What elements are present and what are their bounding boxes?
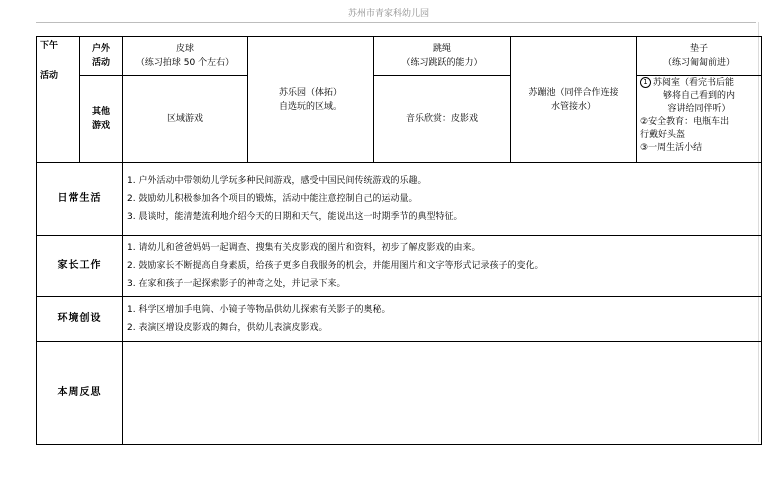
- afternoon-label-line1: 下午: [40, 41, 59, 51]
- sumo-line2: 水管接水）: [550, 101, 596, 112]
- reflection-row: [37, 342, 762, 445]
- list-item: 2. 鼓励家长不断提高自身素质，给孩子更多自我服务的机会，并能用图片和文字等形式记录孩子的变化。: [127, 260, 544, 271]
- right-item-2-line2: 行戴好头盔: [640, 130, 686, 140]
- rope-title: 跳绳: [432, 44, 451, 54]
- right-item-2-line1: 安全教育：电瓶车出: [648, 117, 730, 127]
- list-item: 3. 在家和孩子一起探索影子的神奇之处，并记录下来。: [127, 278, 346, 289]
- afternoon-outdoor-row: [37, 37, 762, 76]
- mat-title: 垫子: [689, 44, 708, 54]
- sumo-line1: 苏蹦池（同伴合作连接: [528, 87, 619, 98]
- list-item: 2. 鼓励幼儿积极参加各个项目的锻炼，活动中能注意控制自己的运动量。: [127, 193, 418, 204]
- daily-life-content: [123, 163, 762, 236]
- sumo-cell: [511, 37, 637, 163]
- page-header-title: 苏州市青家科幼儿园: [347, 9, 429, 19]
- ball-sub: （练习拍球 50 个左右）: [135, 58, 235, 68]
- right-item-1-line3: 容讲给同伴听）: [667, 104, 731, 114]
- reflection-label: 本周反思: [37, 342, 123, 445]
- right-item-3-line1: 一周生活小结: [648, 143, 703, 153]
- merged-line1: 苏乐园（体拓）: [278, 87, 342, 98]
- list-item: 1. 请幼儿和爸爸妈妈一起调查、搜集有关皮影戏的图片和资料，初步了解皮影戏的由来。: [127, 242, 481, 253]
- merged-line2: 自选玩的区域。: [278, 101, 342, 112]
- outdoor-label-line1: 户外: [91, 44, 110, 54]
- number-circle-icon: 1: [640, 77, 651, 88]
- rope-cell: [374, 37, 511, 76]
- parents-label: 家长工作: [37, 236, 123, 297]
- afternoon-label-line2: 活动: [40, 71, 59, 81]
- environment-content: [123, 297, 762, 342]
- right-item-1-line2: 够将自己看到的内: [662, 91, 735, 101]
- right-items-cell: [637, 76, 762, 163]
- ball-cell: [123, 37, 248, 76]
- ball-title: 皮球: [175, 44, 194, 54]
- right-item-3-num: ③: [640, 143, 649, 153]
- rope-sub: （练习跳跃的能力）: [401, 58, 483, 68]
- environment-row: [37, 297, 762, 342]
- parents-row: [37, 236, 762, 297]
- other-label: [80, 76, 123, 163]
- outdoor-label: [80, 37, 123, 76]
- right-item-2: [640, 116, 758, 129]
- list-item: 3. 晨谈时，能清楚流利地介绍今天的日期和天气，能说出这一时期季节的典型特征。: [127, 211, 463, 222]
- parents-content: [123, 236, 762, 297]
- area-game-cell: 区域游戏: [123, 76, 248, 163]
- right-item-2-num: ②: [640, 117, 649, 127]
- other-label-line1: 其他: [91, 107, 110, 117]
- afternoon-other-row: [37, 76, 762, 163]
- daily-life-row: [37, 163, 762, 236]
- environment-label: 环境创设: [37, 297, 123, 342]
- music-cell: 音乐欣赏：皮影戏: [374, 76, 511, 163]
- mat-sub: （练习匍匐前进）: [662, 58, 735, 68]
- list-item: 1. 科学区增加手电筒、小镜子等物品供幼儿探索有关影子的奥秘。: [127, 304, 391, 315]
- reflection-content[interactable]: [123, 342, 762, 445]
- afternoon-label: [37, 37, 80, 163]
- right-item-3: [640, 142, 758, 155]
- right-item-1-line1: 苏阅室（看完书后能: [653, 78, 735, 88]
- daily-life-label: 日常生活: [37, 163, 123, 236]
- weekly-plan-table: [36, 36, 762, 445]
- list-item: 1. 户外活动中带领幼儿学玩多种民间游戏，感受中国民间传统游戏的乐趣。: [127, 175, 427, 186]
- mat-cell: [637, 37, 762, 76]
- outdoor-label-line2: 活动: [91, 58, 110, 68]
- merged-area-cell: [248, 37, 374, 163]
- header-rule: [36, 22, 756, 23]
- list-item: 2. 表演区增设皮影戏的舞台，供幼儿表演皮影戏。: [127, 322, 328, 333]
- other-label-line2: 游戏: [91, 121, 110, 131]
- right-item-1: [640, 77, 758, 90]
